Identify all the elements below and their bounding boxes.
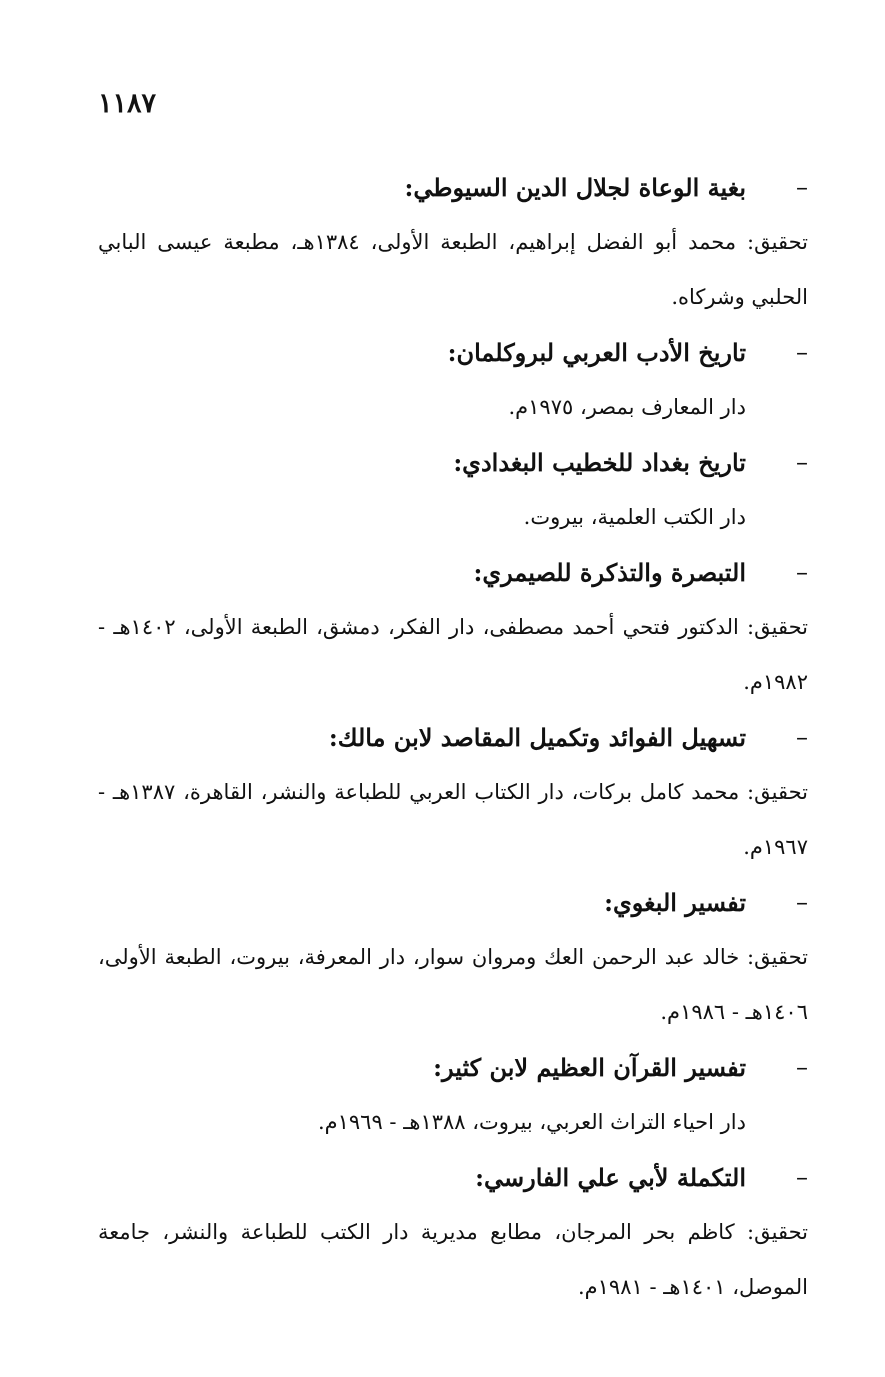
bibliography-entry [98,1040,808,1150]
bibliography-entry [98,545,808,710]
entry-title [98,1040,808,1095]
entry-title-text: تفسير القرآن العظيم لابن كثير: [433,1053,746,1082]
entry-title [98,435,808,490]
bibliography-entry [98,325,808,435]
bibliography-entry [98,875,808,1040]
entry-details: تحقيق: الدكتور فتحي أحمد مصطفى، دار الفكر، دمشق، الطبعة الأولى، ١٤٠٢هـ - ١٩٨٢م. [98,615,809,694]
list-dash: – [796,1163,808,1191]
bibliography-entry [98,160,808,325]
entry-details: دار المعارف بمصر، ١٩٧٥م. [508,395,746,419]
entry-title-text: تاريخ بغداد للخطيب البغدادي: [453,448,746,477]
entry-title [98,1150,808,1205]
bibliography-entry [98,435,808,545]
list-dash: – [796,1053,808,1081]
entry-details: دار الكتب العلمية، بيروت. [523,505,746,529]
bibliography-list [98,160,808,1315]
entry-title-text: بغية الوعاة لجلال الدين السيوطي: [404,173,746,202]
entry-title-text: تفسير البغوي: [604,888,746,917]
entry-details: تحقيق: خالد عبد الرحمن العك ومروان سوار، دار المعرفة، بيروت، الطبعة الأولى، ١٤٠٦هـ - ١٩٨٦م. [98,945,808,1024]
list-dash: – [796,558,808,586]
entry-title-text: تاريخ الأدب العربي لبروكلمان: [447,338,746,367]
entry-title [98,160,808,215]
list-dash: – [796,888,808,916]
entry-title-text: التبصرة والتذكرة للصيمري: [473,558,746,587]
entry-title [98,875,808,930]
entry-title [98,545,808,600]
entry-title-text: تسهيل الفوائد وتكميل المقاصد لابن مالك: [328,723,746,752]
entry-details: تحقيق: محمد أبو الفضل إبراهيم، الطبعة الأولى، ١٣٨٤هـ، مطبعة عيسى البابي الحلبي وشركاه. [98,230,809,309]
list-dash: – [796,723,808,751]
page-number: ١١٨٧ [98,88,157,119]
entry-details: تحقيق: محمد كامل بركات، دار الكتاب العربي للطباعة والنشر، القاهرة، ١٣٨٧هـ - ١٩٦٧م. [98,780,808,859]
list-dash: – [796,448,808,476]
entry-details: تحقيق: كاظم بحر المرجان، مطابع مديرية دار الكتب للطباعة والنشر، جامعة الموصل، ١٤٠١هـ - ١٩٨١م. [98,1220,808,1299]
list-dash: – [796,173,808,201]
entry-title-text: التكملة لأبي علي الفارسي: [475,1163,746,1192]
entry-details: دار احياء التراث العربي، بيروت، ١٣٨٨هـ - ١٩٦٩م. [317,1110,746,1134]
bibliography-entry [98,1150,808,1315]
entry-title [98,710,808,765]
bibliography-entry [98,710,808,875]
list-dash: – [796,338,808,366]
entry-title [98,325,808,380]
